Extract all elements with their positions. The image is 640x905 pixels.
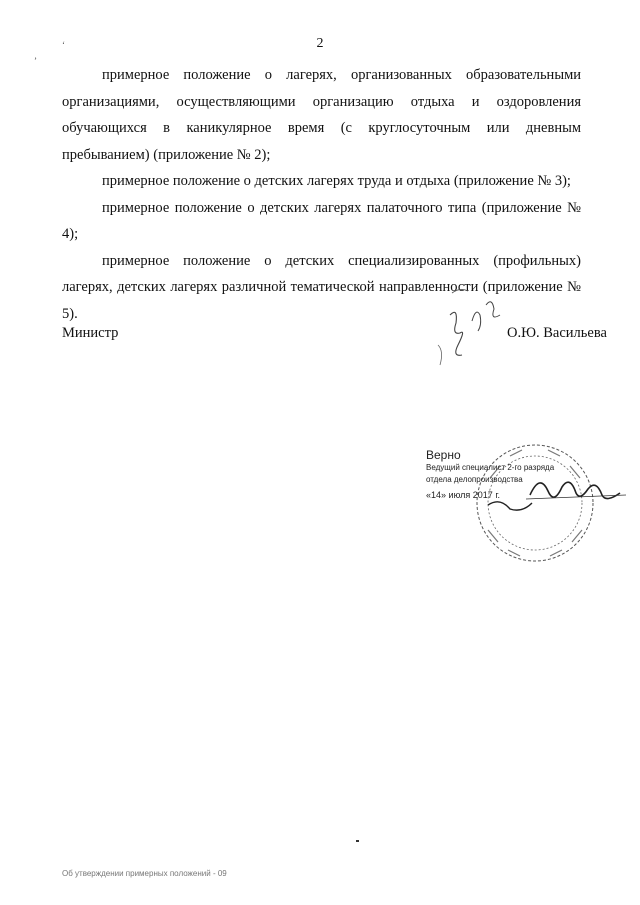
paragraph: примерное положение о детских лагерях труда и отдыха (приложение № 3); [102, 173, 571, 189]
signature-image [430, 285, 510, 370]
footer-text: Об утверждении примерных положений - 09 [62, 869, 227, 878]
handwritten-name-image [430, 465, 630, 525]
date-year-suffix: 17 [482, 490, 493, 500]
date-suffix: г. [495, 490, 501, 500]
minister-title: Министр [62, 325, 119, 341]
date-month: июля [448, 490, 471, 500]
certification-date: «14» июля 2017 г. [426, 490, 501, 500]
scan-speck [356, 840, 359, 842]
paragraph: примерное положение о детских лагерях палаточного типа (приложение № 4); [62, 199, 581, 242]
scan-artifact: ‘ [62, 40, 65, 50]
certification-department: отдела делопроизводства [426, 475, 523, 484]
page-number: 2 [316, 36, 324, 51]
date-day: 14 [431, 490, 442, 500]
certification-position: Ведущий специалист 2-го разряда [426, 463, 555, 472]
date-year-prefix: 20 [472, 490, 483, 500]
paragraph: примерное положение о лагерях, организованных образовательными организациями, осуществляющими организацию отдыха и оздоровления обучающихся в каникулярное время (с круглосуточным или дневным пребыванием) (приложение № 2); [62, 67, 581, 163]
certification-verno: Верно [426, 448, 461, 462]
minister-name: О.Ю. Васильева [507, 325, 607, 341]
scan-artifact: ’ [34, 56, 37, 66]
paragraph: примерное положение о детских специализированных (профильных) лагерях, детских лагерях различной тематической направленности (приложение № 5). [62, 252, 581, 322]
